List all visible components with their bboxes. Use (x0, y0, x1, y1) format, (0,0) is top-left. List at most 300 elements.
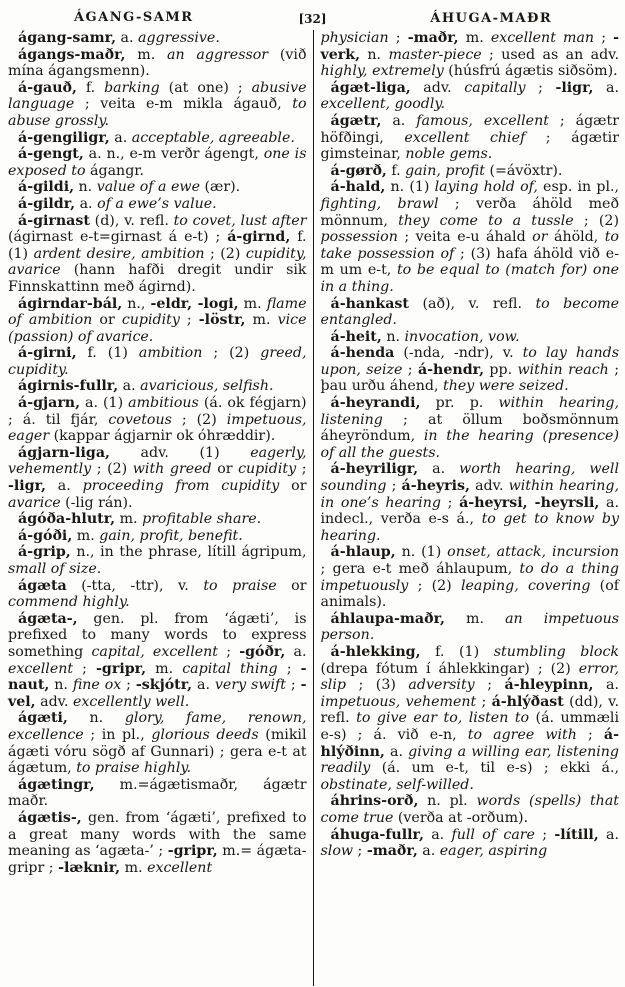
headword-text: ágætingr, (18, 776, 95, 793)
headword-text: -vel, (8, 677, 307, 710)
citation-text: n. (381, 328, 405, 345)
citation-text: ; (474, 677, 505, 694)
citation-text: (á. ummæli e-s) ; á. við e-n, (320, 710, 619, 743)
citation-text: ; (296, 461, 307, 478)
gloss-text: covetous (108, 411, 172, 428)
headword-text: ágæti, (18, 710, 68, 727)
headword-text: á-heyriligr, (330, 461, 419, 478)
citation-text: (-lig rán). (60, 494, 133, 511)
citation-text: m.=ágætismaðr, ágætr maðr. (8, 776, 307, 810)
citation-text: m. (458, 30, 491, 46)
gloss-text: fighting, brawl (320, 195, 439, 212)
headword-text: -ligr, (555, 79, 594, 96)
gloss-text: small of size. (8, 561, 102, 577)
gloss-text: possession (320, 229, 398, 246)
gloss-text: avaricious, selfish. (140, 378, 274, 395)
headword-text: ágirndar-bál, (18, 295, 123, 312)
gloss-text: avarice (8, 494, 61, 511)
dictionary-entry (8, 378, 307, 395)
citation-text: a. n., e-m verðr ágengt, (83, 146, 264, 163)
gloss-text: error, slip (320, 660, 619, 694)
headword-text: ágang-samr, (18, 30, 117, 46)
gloss-text: glory, fame, renown, excellence (8, 710, 307, 743)
citation-text: m. (444, 610, 506, 627)
gloss-text: words (spells) that come true (320, 793, 619, 826)
headword-text: áhrins-orð, (330, 793, 419, 810)
right-running-head: ÁHUGA-MAÐR (430, 11, 553, 26)
citation-text: ; at öllum boðsmönnum áheyröndum, (320, 411, 619, 445)
headword-text: á-grip, (18, 544, 71, 561)
gloss-text: ambition (138, 345, 203, 362)
citation-text: gen. pl. from ‘ágæti’, is prefixed to many words to express something (8, 610, 307, 660)
headword-text: ágæta (18, 577, 67, 594)
headword-text: -eldr, -logi, (150, 295, 239, 312)
gloss-text: aggressive. (138, 30, 220, 46)
gloss-text: to take possession of (320, 229, 619, 262)
citation-text: (kappar ágjarnir ok óhræddir). (49, 428, 276, 445)
gloss-text: capital thing (182, 660, 278, 677)
citation-text: (mikil ágæti vóru sögð af Gunnari) ; gera e-t at ágætum, (8, 726, 307, 777)
citation-text: m. (125, 46, 168, 63)
headword-text: á-heyrsi, -heyrsli, (459, 494, 600, 511)
gloss-text: within hearing, in one’s hearing (320, 478, 619, 511)
headword-text: -gripr, (96, 660, 147, 677)
citation-text: f. (1) (420, 643, 494, 660)
dictionary-entry (8, 345, 307, 378)
gloss-text: worth hearing, well sounding (320, 461, 619, 495)
left-running-head-damaged-print: ÁGANG-SAMR (73, 10, 194, 25)
citation-text: (við mína ágangsmenn). (8, 46, 307, 80)
citation-text: a. (116, 30, 139, 46)
gloss-text: capital, excellent (91, 643, 218, 660)
dictionary-entry (8, 445, 307, 511)
gloss-text: abusive language (8, 79, 307, 113)
gloss-text: very swift (214, 677, 286, 694)
headword-text: á-gengt, (18, 146, 84, 163)
citation-text: adv. (469, 478, 509, 495)
gloss-text: they were seized. (443, 378, 569, 395)
citation-text: ; (2) (408, 577, 461, 594)
gloss-text: an aggressor (167, 46, 269, 63)
gloss-text: physician (320, 30, 389, 46)
citation-text: a. (109, 129, 132, 146)
citation-text: a. (75, 195, 98, 212)
headword-text: á-gjarn, (18, 395, 81, 412)
citation-text: a. (423, 826, 452, 843)
headword-text: -ligr, (8, 478, 46, 495)
citation-text: n. pl. (418, 793, 477, 810)
dictionary-entry (321, 80, 620, 113)
headword-text: á-hald, (330, 179, 386, 196)
dictionary-entry (8, 296, 307, 346)
headword-text: ágangs-maðr, (18, 46, 126, 63)
citation-text: ; veita e-u áhald (397, 229, 533, 246)
headword-text: áhuga-fullr, (330, 826, 424, 843)
citation-text: f. (76, 79, 105, 96)
gloss-text: excellent, goodly. (320, 96, 445, 113)
dictionary-entry (321, 296, 620, 329)
citation-text: adv. (410, 79, 465, 96)
citation-text: m.= ágæta-gripr ; (8, 843, 307, 876)
citation-text: (d), v. refl. (89, 212, 174, 229)
citation-text: a. (192, 677, 215, 694)
gloss-text: excellent man (490, 30, 595, 46)
citation-text: a. (45, 478, 83, 495)
left-running-head (10, 10, 258, 26)
gloss-text: barking (104, 79, 160, 96)
dictionary-entry (321, 113, 620, 163)
gloss-text: glorious deeds (151, 726, 259, 743)
citation-text: n. (74, 179, 97, 196)
gloss-text: they come to a tussle (398, 212, 574, 229)
gloss-text: or (532, 229, 548, 246)
dictionary-entry (8, 47, 307, 80)
headword-text: á-hlýðinn, (320, 726, 619, 760)
citation-text: ; (386, 478, 402, 495)
citation-text: (á. um e-t, til e-s) ; ekki á., (370, 760, 619, 777)
headword-text: á-henda (330, 345, 395, 362)
citation-text: (=ávöxtr). (484, 162, 563, 179)
citation-text: ; þau urðu áhend, (320, 361, 619, 395)
citation-text: a. (1) (80, 395, 129, 412)
headword-text: á-hlekking, (330, 643, 421, 660)
two-column-text-block (0, 28, 625, 986)
citation-text: ; (440, 494, 460, 511)
citation-text: ; (2) (91, 461, 133, 478)
citation-text: (-nda, -ndr), v. (394, 345, 523, 362)
citation-text: ; in pl., (83, 726, 152, 743)
citation-text: pr. p. (420, 395, 499, 412)
dictionary-entry (321, 395, 620, 461)
citation-text: (verða at -orðum). (393, 809, 529, 826)
citation-text: ágangr. (85, 162, 145, 179)
dictionary-entry (321, 163, 620, 180)
dictionary-entry (321, 544, 620, 610)
gloss-text: to be equal to (match for) one in a thing. (320, 262, 619, 295)
dictionary-entry (321, 179, 620, 295)
headword-text: -læknir, (58, 859, 121, 876)
citation-text: a. (118, 378, 141, 395)
citation-text: n., (122, 295, 151, 312)
gloss-text: to give ear to, listen to (356, 710, 530, 727)
headword-text: áhlaupa-maðr, (330, 610, 445, 627)
headword-text: -maðr, (407, 30, 459, 46)
headword-text: á-gengiligr, (18, 129, 110, 146)
dictionary-entry (321, 611, 620, 644)
dictionary-entry (8, 511, 307, 528)
gloss-text: in the hearing (presence) of all the guests. (320, 428, 619, 461)
left-column (8, 30, 313, 986)
gloss-text: impetuous, vehement (320, 693, 477, 710)
dictionary-entry (8, 179, 307, 196)
citation-text: f. (1) (8, 229, 307, 262)
citation-text: áhöld, (547, 229, 605, 246)
headword-text: á-heyris, (401, 478, 470, 495)
citation-text: n. (67, 710, 125, 727)
dictionary-entry (8, 777, 307, 810)
citation-text: ; (277, 660, 301, 677)
citation-text: m. (72, 527, 100, 544)
gloss-text: invocation, vow. (404, 328, 520, 345)
citation-text: n., in the phrase, lítill ágripum, (70, 544, 307, 561)
gloss-text: to do a thing impetuously (320, 561, 619, 594)
gloss-text: impetuous, eager (8, 411, 307, 445)
citation-text: n. (49, 677, 73, 694)
citation-text: gen. from ‘ágæti’, prefixed to a great many words with the same meaning as ‘agæta-’ ; (8, 809, 307, 860)
headword-text: -löstr, (198, 312, 246, 329)
dictionary-entry (321, 793, 620, 826)
citation-text: ; (3) hafa áhöld við e-m um e-t, (320, 245, 619, 279)
dictionary-entry (8, 611, 307, 711)
gloss-text: eager, aspiring (439, 843, 548, 860)
gloss-text: ambitious (128, 395, 199, 412)
dictionary-entry (8, 30, 307, 47)
citation-text: a. (417, 843, 440, 860)
gloss-text: vice (passion) of avarice. (8, 312, 307, 345)
gloss-text: full of care (451, 826, 535, 843)
citation-text: ; veita e-m mikla ágauð, (74, 96, 293, 113)
citation-text: ; (594, 30, 614, 46)
dictionary-entry (321, 827, 620, 860)
citation-text: ; (525, 79, 556, 96)
headword-text: -maðr, (366, 843, 418, 860)
headword-text: á-gildr, (18, 195, 76, 212)
citation-text: f. (1) (76, 345, 139, 362)
gloss-text: to get to know by hearing. (320, 511, 619, 544)
citation-text: ; (73, 660, 97, 677)
citation-text: a. (593, 79, 619, 96)
gloss-text: slow (320, 843, 354, 860)
citation-text: f. (386, 162, 406, 179)
headword-text: á-girnast (18, 212, 90, 229)
citation-text: ; (285, 677, 301, 694)
gloss-text: cupidity (121, 312, 180, 329)
gloss-text: within hearing, listening (320, 395, 620, 428)
dictionary-entry (8, 146, 307, 179)
citation-text: ; (2) (204, 245, 246, 262)
gloss-text: famous, excellent (416, 112, 549, 129)
dictionary-entry (8, 544, 307, 577)
headword-text: ágóða-hlutr, (18, 511, 116, 528)
headword-text: á-hendr, (417, 361, 485, 378)
gloss-text: an impetuous person. (320, 610, 620, 644)
dictionary-entry (8, 80, 307, 130)
citation-text: ; ágætir gimsteinar, (320, 129, 620, 163)
gloss-text: acceptable, agreeable. (131, 129, 295, 146)
citation-text: a. indecl., verða e-s á., (320, 494, 619, 528)
gloss-text: eagerly, vehemently (8, 444, 307, 478)
citation-text: ; (179, 312, 199, 329)
citation-text: m. (115, 511, 143, 528)
gloss-text: to praise (203, 577, 277, 594)
citation-text: ; (476, 693, 492, 710)
headword-text: á-gauð, (18, 79, 77, 96)
gloss-text: gain, profit (405, 162, 485, 179)
gloss-text: greed, cupidity. (8, 345, 307, 378)
gloss-text: within reach (517, 361, 609, 378)
citation-text: (húsfrú ágætis siðsöm). (443, 63, 618, 80)
citation-text: a. (598, 826, 619, 843)
citation-text: ; (353, 843, 367, 860)
gloss-text: giving a willing ear, listening readily (320, 743, 619, 777)
gloss-text: with greed (132, 461, 212, 478)
headword-text: á-gørð, (330, 162, 387, 179)
citation-text: a. (418, 461, 460, 478)
headword-text: ágirnis-fullr, (18, 378, 119, 395)
headword-text: -góðr, (239, 643, 286, 660)
dictionary-entry (8, 710, 307, 776)
citation-text: esp. in pl., (537, 179, 619, 196)
headword-text: á-hankast (330, 295, 409, 312)
dictionary-entry (321, 329, 620, 346)
gloss-text: cupidity (238, 461, 297, 478)
citation-text: ; (217, 643, 240, 660)
dictionary-entry (321, 30, 620, 80)
running-header (0, 0, 625, 28)
dictionary-entry (8, 395, 307, 445)
citation-text: a. (285, 643, 307, 660)
citation-text: ; (121, 677, 136, 694)
dictionary-entry (321, 461, 620, 544)
headword-text: ágætis-, (18, 809, 82, 826)
gloss-text: excellent (147, 859, 213, 876)
citation-text: (á. ok fégjarn) ; á. til fjár, (8, 395, 307, 428)
citation-text: (at one) ; (159, 79, 252, 96)
citation-text: ; (3) (345, 677, 409, 694)
gloss-text: to abuse grossly. (8, 96, 307, 129)
headword-text: á-góði, (18, 527, 73, 544)
gloss-text: cupidity, avarice (8, 245, 307, 279)
dictionary-entry (8, 130, 307, 147)
citation-text: ; (2) (573, 212, 619, 229)
citation-text: m. (245, 312, 278, 329)
citation-text: ; (388, 30, 408, 46)
citation-text: n. (1) (395, 544, 448, 561)
gloss-text: gain, profit, benefit. (99, 527, 243, 544)
dictionary-entry (8, 213, 307, 296)
headword-text: á-hlaup, (330, 544, 396, 561)
citation-text: n. (360, 46, 389, 63)
headword-text: á-hlýðast (491, 693, 564, 710)
citation-text: or (276, 577, 307, 594)
headword-text: á-girnd, (227, 229, 291, 246)
citation-text: m. (120, 859, 148, 876)
citation-text: ; verða áhöld með mönnum, (320, 195, 619, 229)
citation-text: ; (402, 361, 418, 378)
citation-text: ; used as an adv. (481, 46, 619, 63)
gloss-text: proceeding from cupidity (82, 478, 280, 495)
gloss-text: to covet, lust after (173, 212, 307, 229)
citation-text: (dd), v. refl. (320, 693, 620, 727)
headword-text: ágæta-, (18, 610, 78, 627)
dictionary-entry (8, 810, 307, 876)
headword-text: ágæt-liga, (330, 79, 411, 96)
headword-text: á-gildi, (18, 179, 75, 196)
citation-text: m. (146, 660, 183, 677)
headword-text: -verk, (320, 30, 620, 63)
headword-text: -gripr, (167, 843, 218, 860)
headword-text: ágætr, (330, 112, 382, 129)
gloss-text: ardent desire, ambition (33, 245, 205, 262)
dictionary-entry (321, 345, 620, 395)
citation-text: (-tta, -ttr), v. (66, 577, 204, 594)
gloss-text: noble gems. (405, 146, 493, 163)
dictionary-entry (8, 578, 307, 611)
citation-text: (hann hafði dregit undir sik Finnskattinn með ágirnd). (8, 262, 307, 295)
headword-text: -naut, (8, 660, 307, 694)
gloss-text: profitable share. (142, 511, 262, 528)
gloss-text: master-piece (388, 46, 482, 63)
gloss-text: commend highly. (8, 594, 130, 611)
citation-text: a. (384, 743, 409, 760)
citation-text: ; (576, 726, 604, 743)
citation-text: ; gera e-t með áhlaupum, (320, 561, 520, 577)
citation-text: ; ágætr höfðingi, (320, 112, 619, 146)
gloss-text: stumbling block (493, 643, 619, 660)
gloss-text: adversity (408, 677, 475, 694)
gloss-text: excellent (8, 660, 74, 677)
gloss-text: to lay hands upon, seize (320, 345, 619, 378)
citation-text: a. (381, 112, 417, 129)
gloss-text: excellent chief (404, 129, 526, 146)
gloss-text: to praise highly. (76, 760, 192, 777)
headword-text: -lítill, (554, 826, 599, 843)
page-number: [32] (298, 12, 327, 26)
citation-text: (ágirnast e-t=girnast á e-t) ; (8, 229, 228, 246)
right-column (314, 30, 620, 986)
gloss-text: onset, attack, incursion (447, 544, 619, 561)
citation-text: pp. (484, 361, 518, 378)
citation-text: adv. (35, 693, 74, 710)
citation-text: adv. (1) (109, 444, 251, 461)
gloss-text: fine ox (72, 677, 122, 694)
citation-text: (að), v. refl. (408, 295, 536, 312)
gloss-text: value of a ewe (96, 179, 200, 196)
gloss-text: capitally (464, 79, 526, 96)
citation-text: or (92, 312, 122, 329)
citation-text: a. (593, 677, 619, 694)
gloss-text: flame of ambition (8, 295, 307, 329)
headword-text: á-girni, (18, 345, 77, 362)
gloss-text: obstinate, self-willed. (320, 776, 474, 793)
citation-text: ; (534, 826, 555, 843)
gloss-text: highly, extremely (320, 63, 444, 80)
citation-text: or (211, 461, 239, 478)
citation-text: (of animals). (320, 577, 619, 611)
dictionary-entry (8, 528, 307, 545)
citation-text: ; (2) (171, 411, 227, 428)
citation-text: (drepa fótum í áhlekkingar) ; (2) (320, 660, 579, 677)
dictionary-entry (8, 196, 307, 213)
dictionary-entry (321, 644, 620, 793)
headword-text: á-heit, (330, 328, 382, 345)
headword-text: -skjótr, (135, 677, 193, 694)
gloss-text: leaping, covering (460, 577, 591, 594)
citation-text: (ær). (199, 179, 241, 196)
citation-text: n. (1) (385, 179, 435, 196)
headword-text: ágjarn-liga, (18, 444, 110, 461)
citation-text: m. (238, 295, 267, 312)
gloss-text: one is exposed to (8, 146, 307, 179)
citation-text: or (279, 478, 307, 495)
gloss-text: excellently well. (73, 693, 190, 710)
gloss-text: laying hold of, (434, 179, 538, 196)
citation-text: ; (2) (202, 345, 261, 362)
gloss-text: of a ewe’s value. (97, 195, 217, 212)
gloss-text: to become entangled. (320, 295, 619, 329)
headword-text: á-heyrandi, (330, 395, 421, 412)
headword-text: á-hleypinn, (504, 677, 594, 694)
